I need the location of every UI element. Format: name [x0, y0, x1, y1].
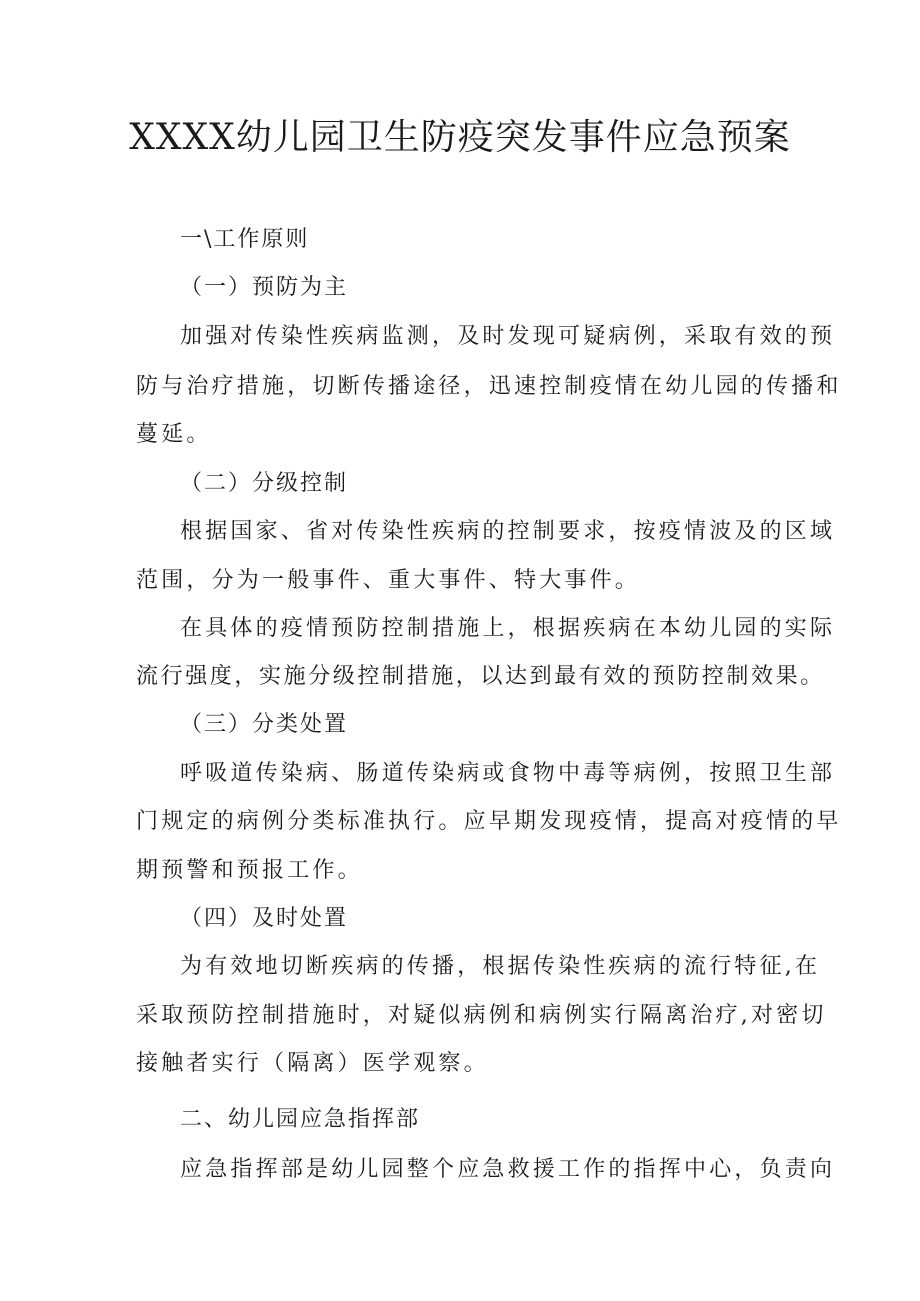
- paragraph-line: 根据国家、省对传染性疾病的控制要求，按疫情波及的区域: [180, 519, 836, 544]
- document-title: XXXX幼儿园卫生防疫突发事件应急预案: [129, 117, 791, 158]
- section-heading-work-principles: 一\工作原则: [180, 227, 310, 252]
- paragraph-line: 流行强度，实施分级控制措施，以达到最有效的预防控制效果。: [136, 664, 825, 689]
- paragraph-line: 呼吸道传染病、肠道传染病或食物中毒等病例，按照卫生部: [180, 761, 836, 786]
- paragraph-line: 接触者实行（隔离）医学观察。: [136, 1051, 489, 1076]
- subheading-graded-control: （二）分级控制: [180, 471, 349, 496]
- paragraph-line: 门规定的病例分类标准执行。应早期发现疫情，提高对疫情的早: [136, 809, 842, 834]
- paragraph-line: 应急指挥部是幼儿园整个应急救援工作的指挥中心，负责向: [180, 1157, 836, 1182]
- subheading-timely-handling: （四）及时处置: [180, 906, 349, 931]
- subheading-prevention-first: （一）预防为主: [180, 275, 349, 300]
- subheading-classified-handling: （三）分类处置: [180, 712, 349, 737]
- paragraph-line: 加强对传染性疾病监测，及时发现可疑病例，采取有效的预: [180, 324, 836, 349]
- paragraph-line: 采取预防控制措施时，对疑似病例和病例实行隔离治疗,对密切: [136, 1003, 827, 1028]
- paragraph-line: 蔓延。: [136, 422, 212, 447]
- paragraph-line: 范围，分为一般事件、重大事件、特大事件。: [136, 568, 641, 593]
- paragraph-line: 为有效地切断疾病的传播，根据传染性疾病的流行特征,在: [180, 954, 821, 979]
- paragraph-line: 防与治疗措施，切断传播途径，迅速控制疫情在幼儿园的传播和: [136, 374, 842, 399]
- paragraph-line: 期预警和预报工作。: [136, 858, 363, 883]
- paragraph-line: 在具体的疫情预防控制措施上，根据疾病在本幼儿园的实际: [180, 616, 836, 641]
- section-heading-command-center: 二、幼儿园应急指挥部: [180, 1107, 421, 1132]
